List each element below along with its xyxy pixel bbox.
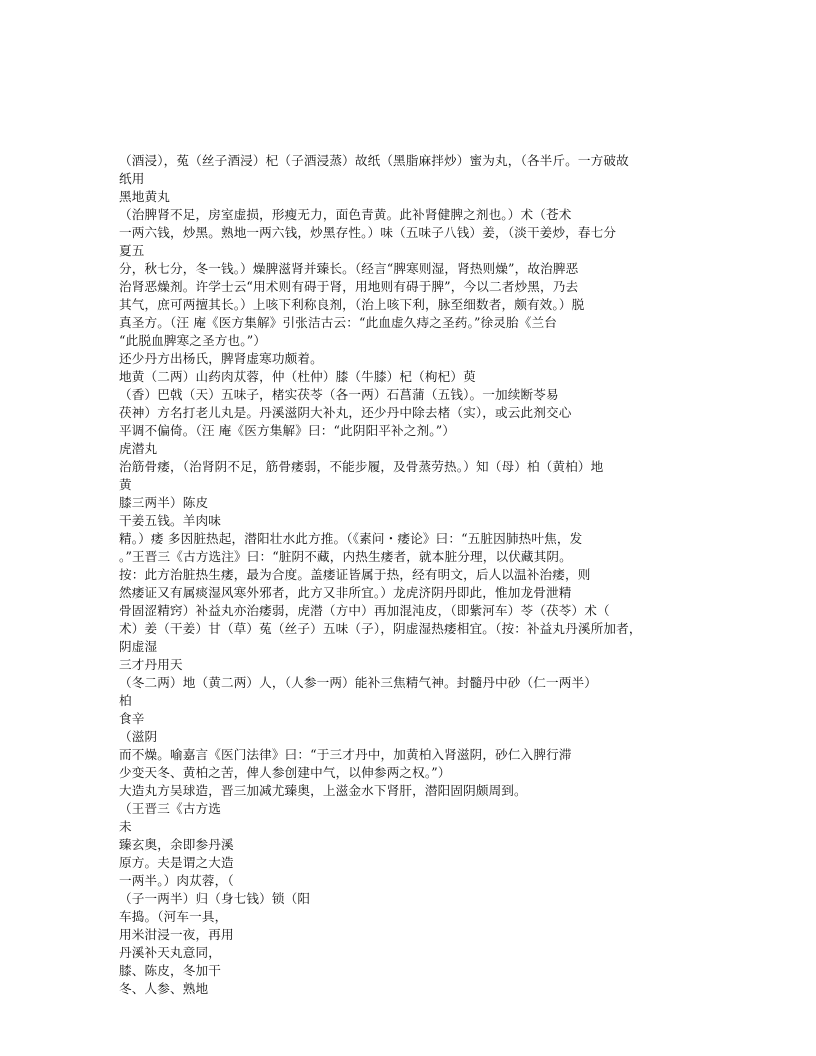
text-line: 真圣方。（汪 庵《医方集解》引张洁古云：“此血虚久痔之圣药。”徐灵胎《兰台 <box>119 315 558 330</box>
text-line: 一两六钱，炒黑。熟地一两六钱，炒黑存性。）味（五味子八钱）姜，（淡干姜炒，春七分 <box>119 225 617 240</box>
text-line: 精。）痿 多因脏热起，潜阳壮水此方推。（《素问・痿论》曰：“五脏因肺热叶焦，发 <box>119 531 583 546</box>
text-line: （子一两半）归（身七钱）锁（阳 <box>119 891 311 906</box>
text-line: 然痿证又有属痰湿风寒外邪者，此方又非所宜。）龙虎济阴丹即此，惟加龙骨泄精 <box>119 585 572 600</box>
text-line: 一两半。）肉苁蓉，（ <box>119 873 234 888</box>
text-line: 大造丸方吴球造，晋三加减尤臻奥，上滋金水下肾肝，潜阳固阴颇周到。 <box>119 783 527 798</box>
text-line: 。”王晋三《古方选注》曰：“脏阴不藏，内热生痿者，就本脏分理，以伏藏其阴。 <box>119 549 572 564</box>
text-line: 膝、陈皮，冬加干 <box>119 963 221 978</box>
text-line: 少变天冬、黄柏之苦，俾人参创建中气，以伸参两之权。”） <box>119 765 451 780</box>
text-line: 还少丹方出杨氏，脾肾虚寒功颇着。 <box>119 351 323 366</box>
text-line: 按：此方治脏热生痿，最为合度。盖痿证皆属于热，经有明文，后人以温补治痿，则 <box>119 567 591 582</box>
text-line: 平调不偏倚。（汪 庵《医方集解》曰：“此阴阳平补之剂。”） <box>119 423 456 438</box>
text-line: 夏五 <box>119 243 145 258</box>
text-line: （滋阴 <box>119 729 158 744</box>
text-line: 干姜五钱。羊肉味 <box>119 513 221 528</box>
text-line: 冬、人参、熟地 <box>119 981 209 996</box>
text-line: （治脾肾不足，房室虚损，形瘦无力，面色青黄。此补肾健脾之剂也。）术（苍术 <box>119 207 572 222</box>
text-line: 而不燥。喻嘉言《医门法律》曰：“于三才丹中，加黄柏入肾滋阴，砂仁入脾行滞 <box>119 747 572 762</box>
text-line: 治肾恶燥剂。许学士云“用术则有碍于肾，用地则有碍于脾”，今以二者炒黑，乃去 <box>119 279 579 294</box>
text-line: 未 <box>119 819 132 834</box>
section-heading: 虎潜丸 <box>119 441 158 456</box>
text-line: 用米泔浸一夜，再用 <box>119 927 234 942</box>
text-line: （香）巴戟（天）五味子，楮实茯苓（各一两）石菖蒲（五钱）。一加续断苓易 <box>119 387 559 402</box>
text-line: 术）姜（干姜）甘（草）菟（丝子）五味（子），阴虚湿热痿相宜。（按：补益丸丹溪所加者， <box>119 621 642 636</box>
text-line: （王晋三《古方选 <box>119 801 221 816</box>
text-line: 臻玄奥，余即参丹溪 <box>119 837 234 852</box>
text-line: 地黄（二两）山药肉苁蓉，仲（杜仲）膝（牛膝）杞（枸杞）萸 <box>119 369 476 384</box>
text-line: （冬二两）地（黄二两）人，（人参一两）能补三焦精气神。封髓丹中砂（仁一两半） <box>119 675 597 690</box>
section-heading: 黑地黄丸 <box>119 189 170 204</box>
text-line: 丹溪补天丸意同， <box>119 945 221 960</box>
text-line: 其气，庶可两擅其长。）上咳下利称良剂，（治上咳下利，脉至细数者，颇有效。）脱 <box>119 297 585 312</box>
text-line: 原方。夫是谓之大造 <box>119 855 234 870</box>
text-line: 纸用 <box>119 171 145 186</box>
text-line: 茯神）方名打老儿丸是。丹溪滋阴大补丸，还少丹中除去楮（实），或云此剂交心 <box>119 405 572 420</box>
text-line: “此脱血脾寒之圣方也。”） <box>119 333 267 348</box>
text-line: （酒浸），菟（丝子酒浸）杞（子酒浸蒸）故纸（黑脂麻拌炒）蜜为丸，（各半斤。一方破故 <box>119 153 629 168</box>
text-line: 膝三两半）陈皮 <box>119 495 209 510</box>
text-line: 柏 <box>119 693 132 708</box>
text-line: 车捣。（河车一具， <box>119 909 228 924</box>
text-line: 黄 <box>119 477 132 492</box>
text-line: 食辛 <box>119 711 145 726</box>
text-line: 骨固涩精窍）补益丸亦治痿弱，虎潜（方中）再加混沌皮，（即紫河车）苓（茯苓）术（ <box>119 603 610 618</box>
text-line: 分，秋七分，冬一钱。）燥脾滋肾并臻长。（经言“脾寒则湿，肾热则燥”，故治脾恶 <box>119 261 579 276</box>
text-line: 阴虚湿 <box>119 639 158 654</box>
text-line: 治筋骨痿，（治肾阴不足，筋骨痿弱，不能步履，及骨蒸劳热。）知（母）柏（黄柏）地 <box>119 459 604 474</box>
text-line: 三才丹用天 <box>119 657 183 672</box>
